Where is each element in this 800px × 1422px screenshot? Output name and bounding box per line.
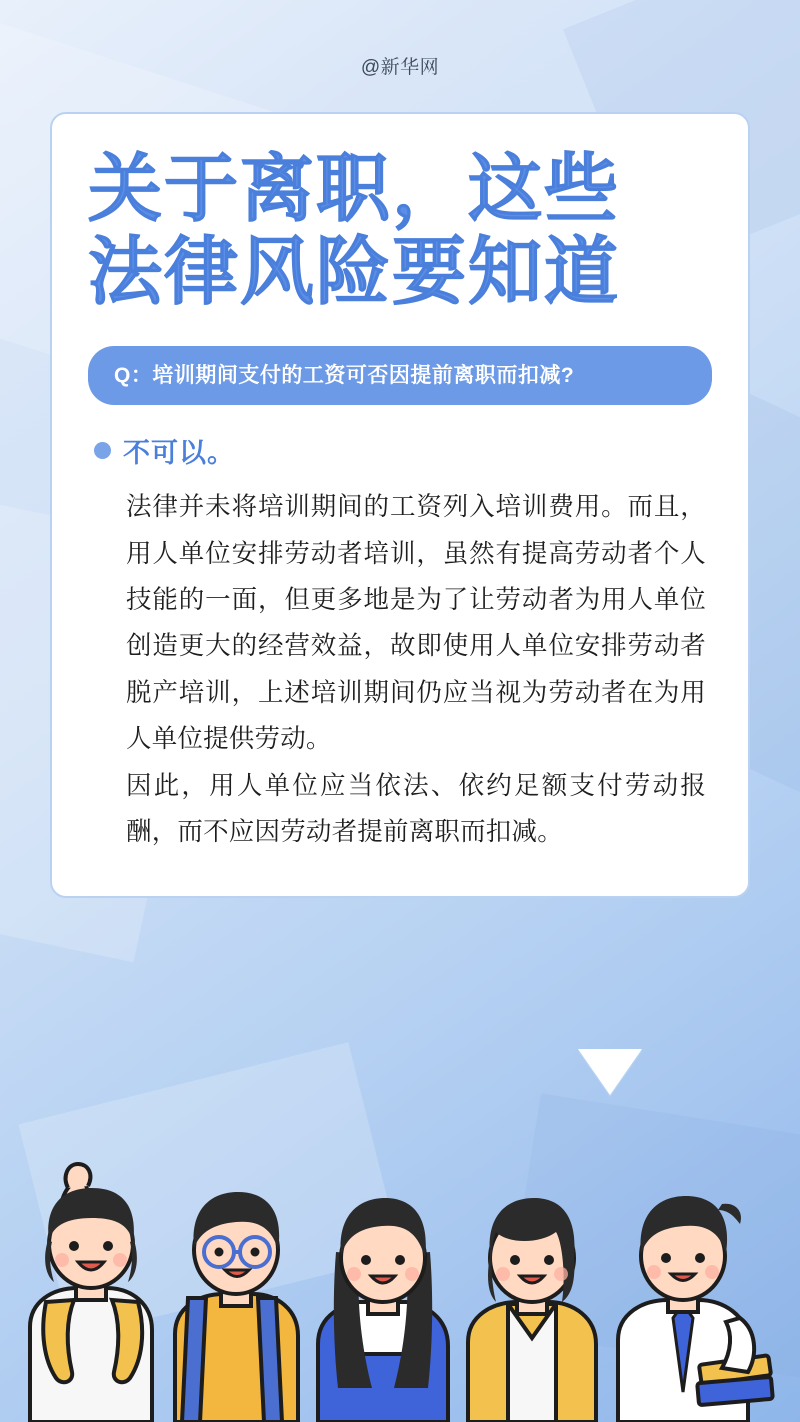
person-yellow-jacket xyxy=(468,1198,596,1422)
answer-heading-row xyxy=(88,431,712,470)
answer-body xyxy=(88,484,712,855)
page-title-line-1: 关于离职，这些 xyxy=(88,146,620,232)
speech-bubble-tail xyxy=(578,1049,642,1095)
answer-paragraph-1: 法律并未将培训期间的工资列入培训费用。而且，用人单位安排劳动者培训，虽然有提高劳动者个人技能的一面，但更多地是为了让劳动者为用人单位创造更大的经营效益，故即使用人单位安排劳动者脱产培训，上述培训期间仍应当视为劳动者在为用人单位提供劳动。 xyxy=(126,493,706,754)
person-waving-hand xyxy=(30,1164,152,1422)
person-with-glasses-backpack xyxy=(175,1192,298,1422)
person-with-books xyxy=(618,1196,773,1422)
content-card xyxy=(50,112,750,898)
page-title xyxy=(88,148,712,314)
person-long-hair xyxy=(318,1198,448,1422)
answer-paragraph-2: 因此，用人单位应当依法、依约足额支付劳动报酬，而不应因劳动者提前离职而扣减。 xyxy=(126,771,706,847)
people-illustration xyxy=(0,1092,800,1422)
answer-label: 不可以。 xyxy=(123,438,235,469)
watermark: @新华网 xyxy=(360,57,440,78)
question-banner: Q：培训期间支付的工资可否因提前离职而扣减? xyxy=(88,346,712,406)
page-title-line-2: 法律风险要知道 xyxy=(88,228,620,315)
bullet-dot-icon xyxy=(94,442,111,459)
